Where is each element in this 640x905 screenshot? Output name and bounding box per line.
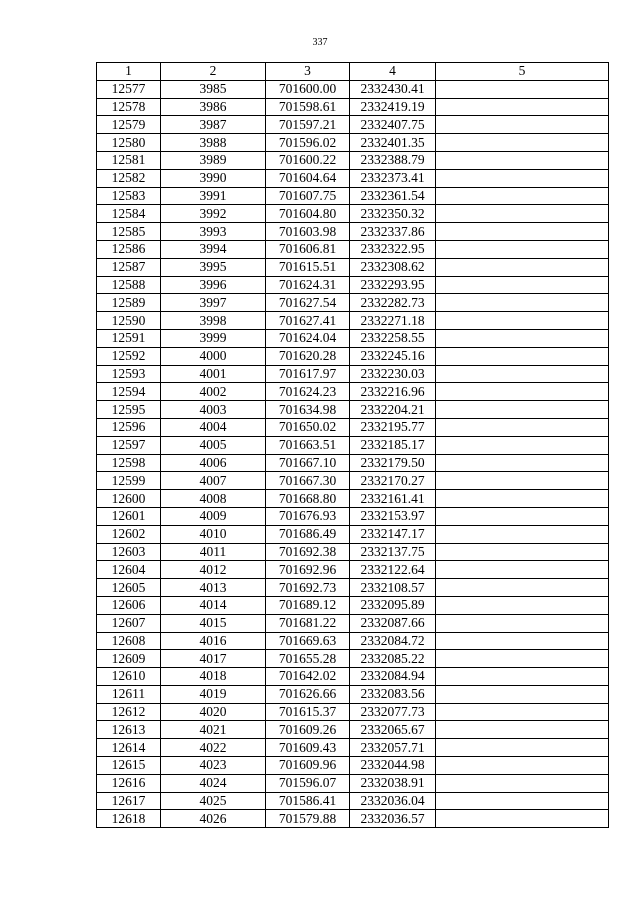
x-coordinate-cell: 701624.04 — [266, 329, 350, 347]
x-coordinate-cell: 701617.97 — [266, 365, 350, 383]
note-cell — [436, 792, 609, 810]
x-coordinate-cell: 701668.80 — [266, 490, 350, 508]
table-row — [97, 774, 609, 792]
note-cell — [436, 561, 609, 579]
row-number-cell: 12580 — [97, 134, 161, 152]
row-number-cell: 12601 — [97, 507, 161, 525]
row-number-cell: 12578 — [97, 98, 161, 116]
x-coordinate-cell: 701663.51 — [266, 436, 350, 454]
note-cell — [436, 418, 609, 436]
row-number-cell: 12618 — [97, 810, 161, 828]
column-header-3: 3 — [266, 63, 350, 81]
table-row — [97, 365, 609, 383]
y-coordinate-cell: 2332108.57 — [350, 579, 436, 597]
note-cell — [436, 721, 609, 739]
y-coordinate-cell: 2332195.77 — [350, 418, 436, 436]
point-number-cell: 4001 — [161, 365, 266, 383]
table-row — [97, 151, 609, 169]
x-coordinate-cell: 701624.23 — [266, 383, 350, 401]
table-row — [97, 169, 609, 187]
row-number-cell: 12609 — [97, 650, 161, 668]
y-coordinate-cell: 2332293.95 — [350, 276, 436, 294]
x-coordinate-cell: 701597.21 — [266, 116, 350, 134]
y-coordinate-cell: 2332153.97 — [350, 507, 436, 525]
point-number-cell: 4020 — [161, 703, 266, 721]
x-coordinate-cell: 701596.02 — [266, 134, 350, 152]
x-coordinate-cell: 701650.02 — [266, 418, 350, 436]
page-number: 337 — [312, 37, 328, 48]
point-number-cell: 4025 — [161, 792, 266, 810]
row-number-cell: 12614 — [97, 739, 161, 757]
x-coordinate-cell: 701620.28 — [266, 347, 350, 365]
table-row — [97, 721, 609, 739]
note-cell — [436, 205, 609, 223]
row-number-cell: 12613 — [97, 721, 161, 739]
table-row — [97, 329, 609, 347]
y-coordinate-cell: 2332401.35 — [350, 134, 436, 152]
y-coordinate-cell: 2332350.32 — [350, 205, 436, 223]
point-number-cell: 4009 — [161, 507, 266, 525]
note-cell — [436, 401, 609, 419]
x-coordinate-cell: 701642.02 — [266, 668, 350, 686]
y-coordinate-cell: 2332147.17 — [350, 525, 436, 543]
row-number-cell: 12616 — [97, 774, 161, 792]
point-number-cell: 3988 — [161, 134, 266, 152]
row-number-cell: 12600 — [97, 490, 161, 508]
x-coordinate-cell: 701607.75 — [266, 187, 350, 205]
x-coordinate-cell: 701634.98 — [266, 401, 350, 419]
y-coordinate-cell: 2332216.96 — [350, 383, 436, 401]
column-header-1: 1 — [97, 63, 161, 81]
x-coordinate-cell: 701624.31 — [266, 276, 350, 294]
point-number-cell: 4007 — [161, 472, 266, 490]
point-number-cell: 3992 — [161, 205, 266, 223]
x-coordinate-cell: 701596.07 — [266, 774, 350, 792]
point-number-cell: 3996 — [161, 276, 266, 294]
point-number-cell: 4018 — [161, 668, 266, 686]
x-coordinate-cell: 701600.00 — [266, 80, 350, 98]
y-coordinate-cell: 2332161.41 — [350, 490, 436, 508]
point-number-cell: 4002 — [161, 383, 266, 401]
y-coordinate-cell: 2332084.72 — [350, 632, 436, 650]
point-number-cell: 3997 — [161, 294, 266, 312]
y-coordinate-cell: 2332077.73 — [350, 703, 436, 721]
y-coordinate-cell: 2332137.75 — [350, 543, 436, 561]
row-number-cell: 12589 — [97, 294, 161, 312]
y-coordinate-cell: 2332057.71 — [350, 739, 436, 757]
y-coordinate-cell: 2332430.41 — [350, 80, 436, 98]
point-number-cell: 3985 — [161, 80, 266, 98]
x-coordinate-cell: 701606.81 — [266, 240, 350, 258]
x-coordinate-cell: 701681.22 — [266, 614, 350, 632]
row-number-cell: 12586 — [97, 240, 161, 258]
column-header-4: 4 — [350, 63, 436, 81]
table-row — [97, 739, 609, 757]
table-row — [97, 98, 609, 116]
row-number-cell: 12612 — [97, 703, 161, 721]
note-cell — [436, 383, 609, 401]
x-coordinate-cell: 701686.49 — [266, 525, 350, 543]
point-number-cell: 4011 — [161, 543, 266, 561]
y-coordinate-cell: 2332271.18 — [350, 312, 436, 330]
row-number-cell: 12597 — [97, 436, 161, 454]
y-coordinate-cell: 2332087.66 — [350, 614, 436, 632]
row-number-cell: 12585 — [97, 223, 161, 241]
note-cell — [436, 774, 609, 792]
table-row — [97, 792, 609, 810]
x-coordinate-cell: 701609.26 — [266, 721, 350, 739]
row-number-cell: 12592 — [97, 347, 161, 365]
note-cell — [436, 116, 609, 134]
row-number-cell: 12588 — [97, 276, 161, 294]
x-coordinate-cell: 701603.98 — [266, 223, 350, 241]
row-number-cell: 12598 — [97, 454, 161, 472]
note-cell — [436, 757, 609, 775]
x-coordinate-cell: 701615.37 — [266, 703, 350, 721]
table-row — [97, 472, 609, 490]
table-row — [97, 418, 609, 436]
note-cell — [436, 187, 609, 205]
y-coordinate-cell: 2332036.04 — [350, 792, 436, 810]
point-number-cell: 4016 — [161, 632, 266, 650]
note-cell — [436, 98, 609, 116]
table-row — [97, 525, 609, 543]
point-number-cell: 3989 — [161, 151, 266, 169]
x-coordinate-cell: 701609.96 — [266, 757, 350, 775]
point-number-cell: 3999 — [161, 329, 266, 347]
row-number-cell: 12590 — [97, 312, 161, 330]
row-number-cell: 12583 — [97, 187, 161, 205]
y-coordinate-cell: 2332065.67 — [350, 721, 436, 739]
note-cell — [436, 347, 609, 365]
point-number-cell: 4008 — [161, 490, 266, 508]
point-number-cell: 4013 — [161, 579, 266, 597]
x-coordinate-cell: 701692.73 — [266, 579, 350, 597]
point-number-cell: 3998 — [161, 312, 266, 330]
row-number-cell: 12599 — [97, 472, 161, 490]
note-cell — [436, 650, 609, 668]
table-row — [97, 757, 609, 775]
point-number-cell: 3995 — [161, 258, 266, 276]
row-number-cell: 12604 — [97, 561, 161, 579]
row-number-cell: 12606 — [97, 596, 161, 614]
note-cell — [436, 312, 609, 330]
x-coordinate-cell: 701692.96 — [266, 561, 350, 579]
point-number-cell: 3986 — [161, 98, 266, 116]
x-coordinate-cell: 701676.93 — [266, 507, 350, 525]
table-row — [97, 347, 609, 365]
x-coordinate-cell: 701692.38 — [266, 543, 350, 561]
table-row — [97, 579, 609, 597]
point-number-cell: 4010 — [161, 525, 266, 543]
table-body — [97, 80, 609, 827]
x-coordinate-cell: 701667.30 — [266, 472, 350, 490]
table-row — [97, 703, 609, 721]
table-row — [97, 650, 609, 668]
row-number-cell: 12617 — [97, 792, 161, 810]
table-row — [97, 561, 609, 579]
point-number-cell: 4019 — [161, 685, 266, 703]
note-cell — [436, 685, 609, 703]
table-row — [97, 614, 609, 632]
row-number-cell: 12593 — [97, 365, 161, 383]
table-row — [97, 240, 609, 258]
point-number-cell: 4022 — [161, 739, 266, 757]
x-coordinate-cell: 701615.51 — [266, 258, 350, 276]
point-number-cell: 4000 — [161, 347, 266, 365]
row-number-cell: 12605 — [97, 579, 161, 597]
note-cell — [436, 151, 609, 169]
y-coordinate-cell: 2332044.98 — [350, 757, 436, 775]
table-row — [97, 507, 609, 525]
y-coordinate-cell: 2332419.19 — [350, 98, 436, 116]
row-number-cell: 12595 — [97, 401, 161, 419]
x-coordinate-cell: 701669.63 — [266, 632, 350, 650]
note-cell — [436, 739, 609, 757]
column-header-5: 5 — [436, 63, 609, 81]
point-number-cell: 3990 — [161, 169, 266, 187]
y-coordinate-cell: 2332258.55 — [350, 329, 436, 347]
note-cell — [436, 169, 609, 187]
note-cell — [436, 614, 609, 632]
note-cell — [436, 579, 609, 597]
y-coordinate-cell: 2332036.57 — [350, 810, 436, 828]
x-coordinate-cell: 701604.80 — [266, 205, 350, 223]
row-number-cell: 12584 — [97, 205, 161, 223]
row-number-cell: 12591 — [97, 329, 161, 347]
y-coordinate-cell: 2332122.64 — [350, 561, 436, 579]
table-row — [97, 383, 609, 401]
table-row — [97, 116, 609, 134]
row-number-cell: 12577 — [97, 80, 161, 98]
note-cell — [436, 276, 609, 294]
point-number-cell: 3987 — [161, 116, 266, 134]
table-row — [97, 258, 609, 276]
y-coordinate-cell: 2332308.62 — [350, 258, 436, 276]
coordinates-table — [96, 62, 609, 828]
point-number-cell: 4012 — [161, 561, 266, 579]
y-coordinate-cell: 2332337.86 — [350, 223, 436, 241]
note-cell — [436, 134, 609, 152]
table-row — [97, 187, 609, 205]
y-coordinate-cell: 2332388.79 — [350, 151, 436, 169]
row-number-cell: 12594 — [97, 383, 161, 401]
y-coordinate-cell: 2332282.73 — [350, 294, 436, 312]
point-number-cell: 4004 — [161, 418, 266, 436]
x-coordinate-cell: 701586.41 — [266, 792, 350, 810]
table-row — [97, 401, 609, 419]
x-coordinate-cell: 701598.61 — [266, 98, 350, 116]
point-number-cell: 4021 — [161, 721, 266, 739]
note-cell — [436, 223, 609, 241]
table-row — [97, 276, 609, 294]
row-number-cell: 12596 — [97, 418, 161, 436]
row-number-cell: 12581 — [97, 151, 161, 169]
table-row — [97, 436, 609, 454]
column-header-2: 2 — [161, 63, 266, 81]
row-number-cell: 12615 — [97, 757, 161, 775]
note-cell — [436, 80, 609, 98]
row-number-cell: 12607 — [97, 614, 161, 632]
y-coordinate-cell: 2332204.21 — [350, 401, 436, 419]
x-coordinate-cell: 701600.22 — [266, 151, 350, 169]
table-row — [97, 596, 609, 614]
x-coordinate-cell: 701609.43 — [266, 739, 350, 757]
point-number-cell: 4006 — [161, 454, 266, 472]
row-number-cell: 12611 — [97, 685, 161, 703]
note-cell — [436, 454, 609, 472]
y-coordinate-cell: 2332407.75 — [350, 116, 436, 134]
y-coordinate-cell: 2332083.56 — [350, 685, 436, 703]
table-header-row — [97, 63, 609, 81]
point-number-cell: 4026 — [161, 810, 266, 828]
point-number-cell: 3991 — [161, 187, 266, 205]
table-row — [97, 632, 609, 650]
x-coordinate-cell: 701667.10 — [266, 454, 350, 472]
table-row — [97, 810, 609, 828]
x-coordinate-cell: 701626.66 — [266, 685, 350, 703]
table-row — [97, 454, 609, 472]
note-cell — [436, 240, 609, 258]
table-row — [97, 134, 609, 152]
note-cell — [436, 258, 609, 276]
table-row — [97, 223, 609, 241]
x-coordinate-cell: 701627.54 — [266, 294, 350, 312]
row-number-cell: 12608 — [97, 632, 161, 650]
y-coordinate-cell: 2332084.94 — [350, 668, 436, 686]
y-coordinate-cell: 2332230.03 — [350, 365, 436, 383]
note-cell — [436, 365, 609, 383]
y-coordinate-cell: 2332095.89 — [350, 596, 436, 614]
point-number-cell: 4003 — [161, 401, 266, 419]
table-row — [97, 312, 609, 330]
point-number-cell: 3993 — [161, 223, 266, 241]
note-cell — [436, 472, 609, 490]
point-number-cell: 4015 — [161, 614, 266, 632]
note-cell — [436, 436, 609, 454]
note-cell — [436, 507, 609, 525]
x-coordinate-cell: 701655.28 — [266, 650, 350, 668]
note-cell — [436, 703, 609, 721]
y-coordinate-cell: 2332373.41 — [350, 169, 436, 187]
y-coordinate-cell: 2332185.17 — [350, 436, 436, 454]
y-coordinate-cell: 2332361.54 — [350, 187, 436, 205]
point-number-cell: 4014 — [161, 596, 266, 614]
x-coordinate-cell: 701689.12 — [266, 596, 350, 614]
table-row — [97, 685, 609, 703]
point-number-cell: 3994 — [161, 240, 266, 258]
table-row — [97, 80, 609, 98]
point-number-cell: 4023 — [161, 757, 266, 775]
note-cell — [436, 810, 609, 828]
table-row — [97, 668, 609, 686]
note-cell — [436, 525, 609, 543]
row-number-cell: 12587 — [97, 258, 161, 276]
y-coordinate-cell: 2332322.95 — [350, 240, 436, 258]
table-row — [97, 294, 609, 312]
point-number-cell: 4017 — [161, 650, 266, 668]
note-cell — [436, 596, 609, 614]
row-number-cell: 12602 — [97, 525, 161, 543]
row-number-cell: 12610 — [97, 668, 161, 686]
x-coordinate-cell: 701579.88 — [266, 810, 350, 828]
table-row — [97, 543, 609, 561]
x-coordinate-cell: 701627.41 — [266, 312, 350, 330]
y-coordinate-cell: 2332085.22 — [350, 650, 436, 668]
row-number-cell: 12579 — [97, 116, 161, 134]
table-row — [97, 205, 609, 223]
note-cell — [436, 632, 609, 650]
row-number-cell: 12582 — [97, 169, 161, 187]
note-cell — [436, 543, 609, 561]
note-cell — [436, 329, 609, 347]
row-number-cell: 12603 — [97, 543, 161, 561]
y-coordinate-cell: 2332038.91 — [350, 774, 436, 792]
x-coordinate-cell: 701604.64 — [266, 169, 350, 187]
y-coordinate-cell: 2332245.16 — [350, 347, 436, 365]
table-row — [97, 490, 609, 508]
note-cell — [436, 668, 609, 686]
y-coordinate-cell: 2332170.27 — [350, 472, 436, 490]
point-number-cell: 4005 — [161, 436, 266, 454]
note-cell — [436, 294, 609, 312]
point-number-cell: 4024 — [161, 774, 266, 792]
y-coordinate-cell: 2332179.50 — [350, 454, 436, 472]
note-cell — [436, 490, 609, 508]
